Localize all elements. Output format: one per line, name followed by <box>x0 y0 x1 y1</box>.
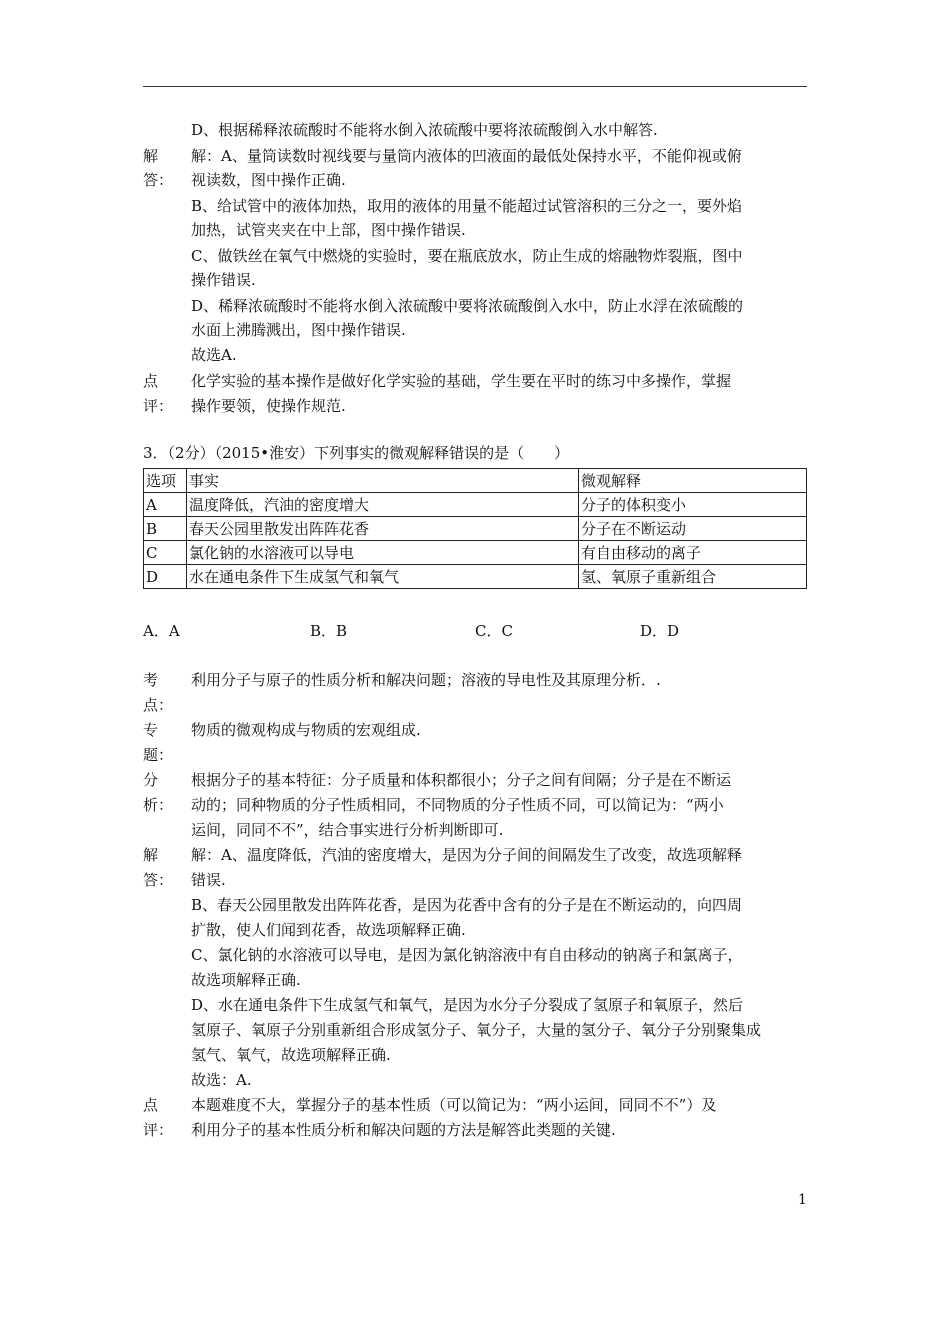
q3-answer-line: 解：A、温度降低，汽油的密度增大，是因为分子间的间隔发生了改变，故选项解释 <box>191 846 742 864</box>
q3-answer-line: D、水在通电条件下生成氢气和氧气，是因为水分子分裂成了氢原子和氧原子，然后 <box>191 996 744 1014</box>
header-option: 选项 <box>144 469 187 493</box>
q3-comment-line: 利用分子的基本性质分析和解决问题的方法是解答此类题的关键. <box>191 1121 616 1139</box>
option-b: B．B <box>310 622 348 640</box>
q2-comment-line: 化学实验的基本操作是做好化学实验的基础，学生要在平时的练习中多操作，掌握 <box>191 372 732 390</box>
q3-comment-label-1: 点 <box>143 1096 159 1114</box>
q2-answer-label-2: 答： <box>143 171 174 189</box>
cell-explanation: 有自由移动的离子 <box>579 541 807 565</box>
cell-option: B <box>144 517 187 541</box>
option-c: C．C <box>475 622 513 640</box>
kaodian-text: 利用分子与原子的性质分析和解决问题；溶液的导电性及其原理分析．. <box>191 671 661 689</box>
q2-answer-line: B、给试管中的液体加热，取用的液体的用量不能超过试管溶积的三分之一，要外焰 <box>191 197 743 215</box>
q3-answer-line: 错误. <box>191 871 226 889</box>
q2-comment-label-2: 评： <box>143 397 174 415</box>
zhuanti-text: 物质的微观构成与物质的宏观组成. <box>191 721 421 739</box>
zhuanti-label-2: 题： <box>143 746 174 764</box>
q2-answer-line: 操作错误. <box>191 271 256 289</box>
q3-answer-line: B、春天公园里散发出阵阵花香，是因为花香中含有的分子是在不断运动的，向四周 <box>191 896 743 914</box>
header-fact: 事实 <box>187 469 579 493</box>
option-d: D．D <box>640 622 680 640</box>
cell-fact: 水在通电条件下生成氢气和氧气 <box>187 565 579 589</box>
q2-answer-line: 水面上沸腾溅出，图中操作错误. <box>191 321 406 339</box>
header-explanation: 微观解释 <box>579 469 807 493</box>
q2-answer-line: C、做铁丝在氧气中燃烧的实验时，要在瓶底放水，防止生成的熔融物炸裂瓶，图中 <box>191 247 743 265</box>
q3-answer-line: 故选：A. <box>191 1071 252 1089</box>
q3-answer-line: 氢气、氧气，故选项解释正确. <box>191 1046 391 1064</box>
table-row <box>144 565 807 589</box>
cell-option: C <box>144 541 187 565</box>
fenxi-line: 动的；同种物质的分子性质相同，不同物质的分子性质不同，可以简记为：“两小 <box>191 796 724 814</box>
cell-explanation: 分子的体积变小 <box>579 493 807 517</box>
q3-answer-line: 氢原子、氧原子分别重新组合形成氢分子、氧分子，大量的氢分子、氧分子分别聚集成 <box>191 1021 762 1039</box>
cell-fact: 氯化钠的水溶液可以导电 <box>187 541 579 565</box>
kaodian-label-1: 考 <box>143 671 159 689</box>
q2-answer-line: 加热，试管夹夹在中上部，图中操作错误. <box>191 221 466 239</box>
cell-option: D <box>144 565 187 589</box>
q2-answer-line: 解：A、量筒读数时视线要与量筒内液体的凹液面的最低处保持水平，不能仰视或俯 <box>191 147 742 165</box>
q3-answer-line: C、氯化钠的水溶液可以导电，是因为氯化钠溶液中有自由移动的钠离子和氯离子， <box>191 946 743 964</box>
q2-answer-line: 视读数，图中操作正确. <box>191 171 346 189</box>
table-row <box>144 541 807 565</box>
q2-answer-label-1: 解 <box>143 147 159 165</box>
zhuanti-label-1: 专 <box>143 721 159 739</box>
cell-explanation: 氢、氧原子重新组合 <box>579 565 807 589</box>
table-row <box>144 517 807 541</box>
q3-title: 3．（2分）（2015•淮安）下列事实的微观解释错误的是（ ） <box>143 444 570 462</box>
q3-answer-line: 故选项解释正确. <box>191 971 301 989</box>
q2-comment-label-1: 点 <box>143 372 159 390</box>
cell-explanation: 分子在不断运动 <box>579 517 807 541</box>
q3-comment-label-2: 评： <box>143 1121 174 1139</box>
q3-facts-table <box>143 468 807 589</box>
q2-answer-line: 故选A. <box>191 346 237 364</box>
q2-analysis-tail: D、根据稀释浓硫酸时不能将水倒入浓硫酸中要将浓硫酸倒入水中解答. <box>191 121 658 139</box>
q2-answer-line: D、稀释浓硫酸时不能将水倒入浓硫酸中要将浓硫酸倒入水中，防止水浮在浓硫酸的 <box>191 297 744 315</box>
header-rule <box>143 86 807 87</box>
fenxi-label-2: 析： <box>143 796 174 814</box>
q3-answer-line: 扩散，使人们闻到花香，故选项解释正确. <box>191 921 466 939</box>
cell-fact: 春天公园里散发出阵阵花香 <box>187 517 579 541</box>
q3-comment-line: 本题难度不大，掌握分子的基本性质（可以简记为：“两小运间，同同不不”）及 <box>191 1096 717 1114</box>
kaodian-label-2: 点： <box>143 696 174 714</box>
option-a: A．A <box>143 622 180 640</box>
table-header-row <box>144 469 807 493</box>
table-row <box>144 493 807 517</box>
fenxi-line: 运间，同同不不”，结合事实进行分析判断即可. <box>191 821 504 839</box>
cell-fact: 温度降低，汽油的密度增大 <box>187 493 579 517</box>
fenxi-label-1: 分 <box>143 771 159 789</box>
q3-answer-label-2: 答： <box>143 871 174 889</box>
cell-option: A <box>144 493 187 517</box>
page-number: 1 <box>798 1192 807 1208</box>
fenxi-line: 根据分子的基本特征：分子质量和体积都很小；分子之间有间隔；分子是在不断运 <box>191 771 732 789</box>
q2-comment-line: 操作要领，使操作规范. <box>191 397 346 415</box>
q3-answer-label-1: 解 <box>143 846 159 864</box>
